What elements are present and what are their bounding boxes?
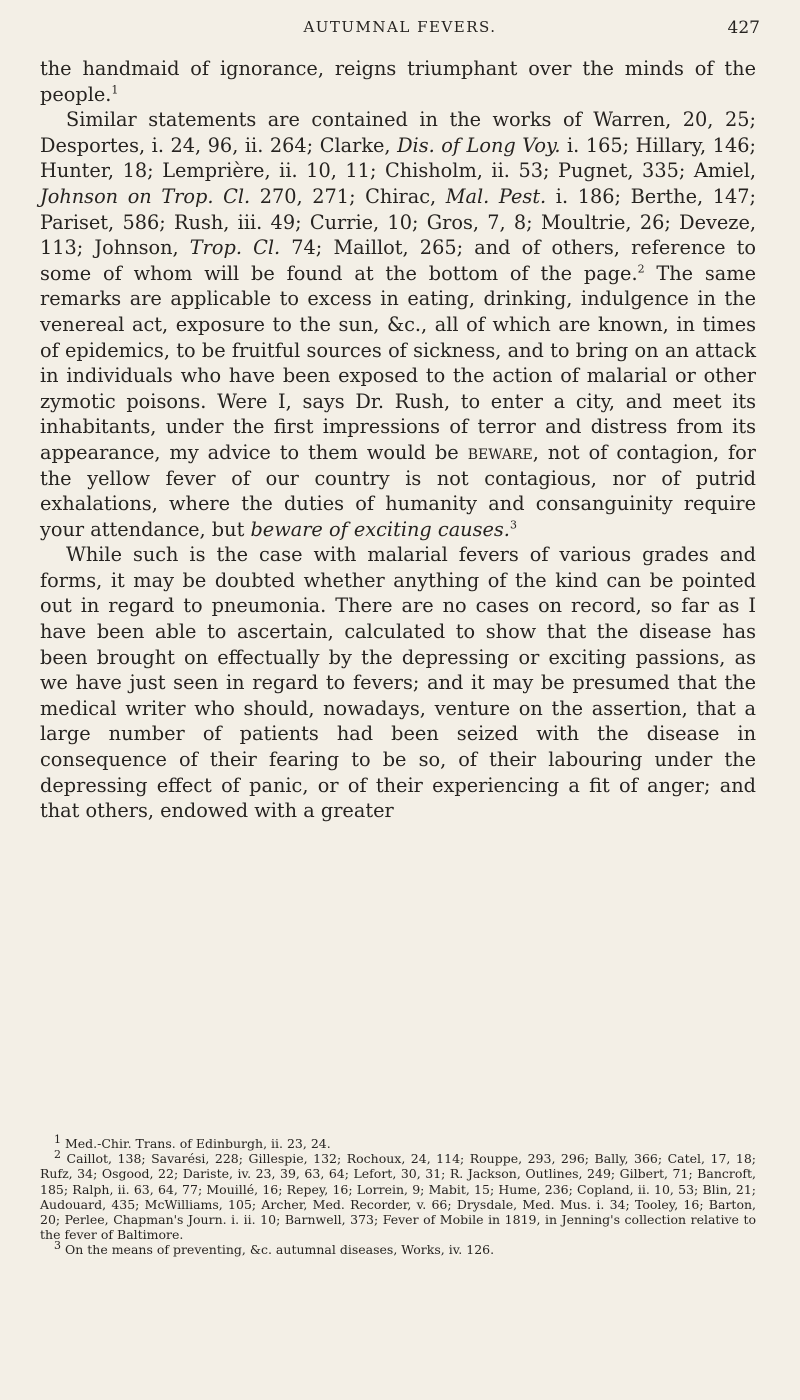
p2-beware: beware (467, 440, 533, 464)
running-head: AUTUMNAL FEVERS. (303, 18, 497, 36)
footnote-ref-1: 1 (111, 83, 119, 97)
paragraph-2 (40, 107, 756, 542)
paragraph-1 (40, 56, 756, 107)
p2-text-c: i. 165; Hillary, 146; Hunter, 18; Lemprière, ii. 10, 11; Chisholm, ii. 53; Pugnet, 335; Amiel, (40, 133, 756, 183)
footnote-1-mark: 1 (54, 1132, 61, 1146)
p2-title-mal-pest: Mal. Pest. (445, 184, 547, 208)
p2-title-long-voy: Dis. of Long Voy. (397, 133, 561, 157)
paragraph-3: While such is the case with malarial fevers of various grades and forms, it may be doubted whether anything of the kind can be pointed out in regard to pneumonia. There are no cases on record, so far as I have been able to ascertain, calculated to show that the disease has been brought on effectually by the depressing or exciting passions, as we have just seen in regard to fevers; and it may be presumed that the medical writer who should, nowadays, venture on the assertion, that a large number of patients had been seized with the disease in consequence of their fearing to be so, of their labouring under the depressing effect of panic, or of their experiencing a fit of anger; and that others, endowed with a greater (40, 543, 756, 823)
body-text (40, 56, 756, 824)
footnote-ref-3: 3 (509, 518, 517, 532)
p2-title-trop-cl: Trop. Cl. (189, 236, 281, 260)
p2-text-j: The same remarks are applicable to excess in eating, drinking, indulgence in the venereal act, exposure to the sun, &c., all of which are known, in times of epidemics, to be fruitful sources of sickness, and to bring on an attack in individuals who have been exposed to the action of malarial or other zymotic poisons. Were I, says Dr. Rush, to enter a city, and meet its inhabitants, under the first impressions of terror and distress from its appearance, my advice to them would be (40, 261, 756, 464)
p2-text-l: , not of contagion, for the yellow fever of our country is not contagious, nor of putrid exhalations, where the duties of humanity and consanguinity require your attendance, but (40, 440, 757, 541)
footnote-3 (40, 1239, 756, 1258)
p2-text-e: 270, 271; Chirac, (250, 184, 446, 208)
footnote-2 (40, 1148, 756, 1243)
footnotes (40, 1132, 756, 1258)
p2-beware-causes: beware of exciting causes. (250, 517, 510, 541)
footnote-1 (40, 1132, 756, 1151)
footnote-2-text: Caillot, 138; Savarési, 228; Gillespie, 132; Rochoux, 24, 114; Rouppe, 293, 296; Bally, 366; Catel, 17, 18; Rufz, 34; Osgood, 22; Dariste, iv. 23, 39, 63, 64; Lefort, 30, 31; R. Jackson, Outlines, 249; Gilbert, 71; Bancroft, 185; Ralph, ii. 63, 64, 77; Mouillé, 16; Repey, 16; Lorrein, 9; Mabit, 15; Hume, 236; Copland, ii. 10, 53; Blin, 21; Audouard, 435; McWilliams, 105; Archer, Med. Recorder, v. 66; Drysdale, Med. Mus. i. 34; Tooley, 16; Barton, 20; Perlee, Chapman's Journ. i. ii. 10; Barnwell, 373; Fever of Mobile in 1819, in Jenning's collection relative to the fever of Baltimore. (40, 1151, 756, 1243)
footnote-3-mark: 3 (54, 1239, 61, 1253)
p2-text-i: 74; Maillot, 265; and of others, reference to some of whom will be found at the bottom of the page. (40, 236, 756, 285)
p2-title-johnson: Johnson on Trop. Cl. (40, 184, 251, 208)
page-header (40, 18, 760, 42)
footnote-1-text: Med.-Chir. Trans. of Edinburgh, ii. 23, 24. (61, 1136, 331, 1151)
footnote-3-text: On the means of preventing, &c. autumnal diseases, Works, iv. 126. (61, 1242, 495, 1258)
footnote-ref-2: 2 (637, 262, 645, 276)
footnote-2-mark: 2 (54, 1148, 61, 1162)
p2-text-g: i. 186; Berthe, 147; Pariset, 586; Rush, iii. 49; Currie, 10; Gros, 7, 8; Moultrie, 26; Deveze, 113; Johnson, (40, 184, 757, 260)
p1-text: the handmaid of ignorance, reigns triumphant over the minds of the people. (40, 57, 756, 106)
p2-text-a: Similar statements are contained in the works of Warren, 20, 25; Desportes, i. 24, 96, ii. 264; Clarke, (40, 108, 756, 157)
page-number: 427 (727, 18, 760, 38)
